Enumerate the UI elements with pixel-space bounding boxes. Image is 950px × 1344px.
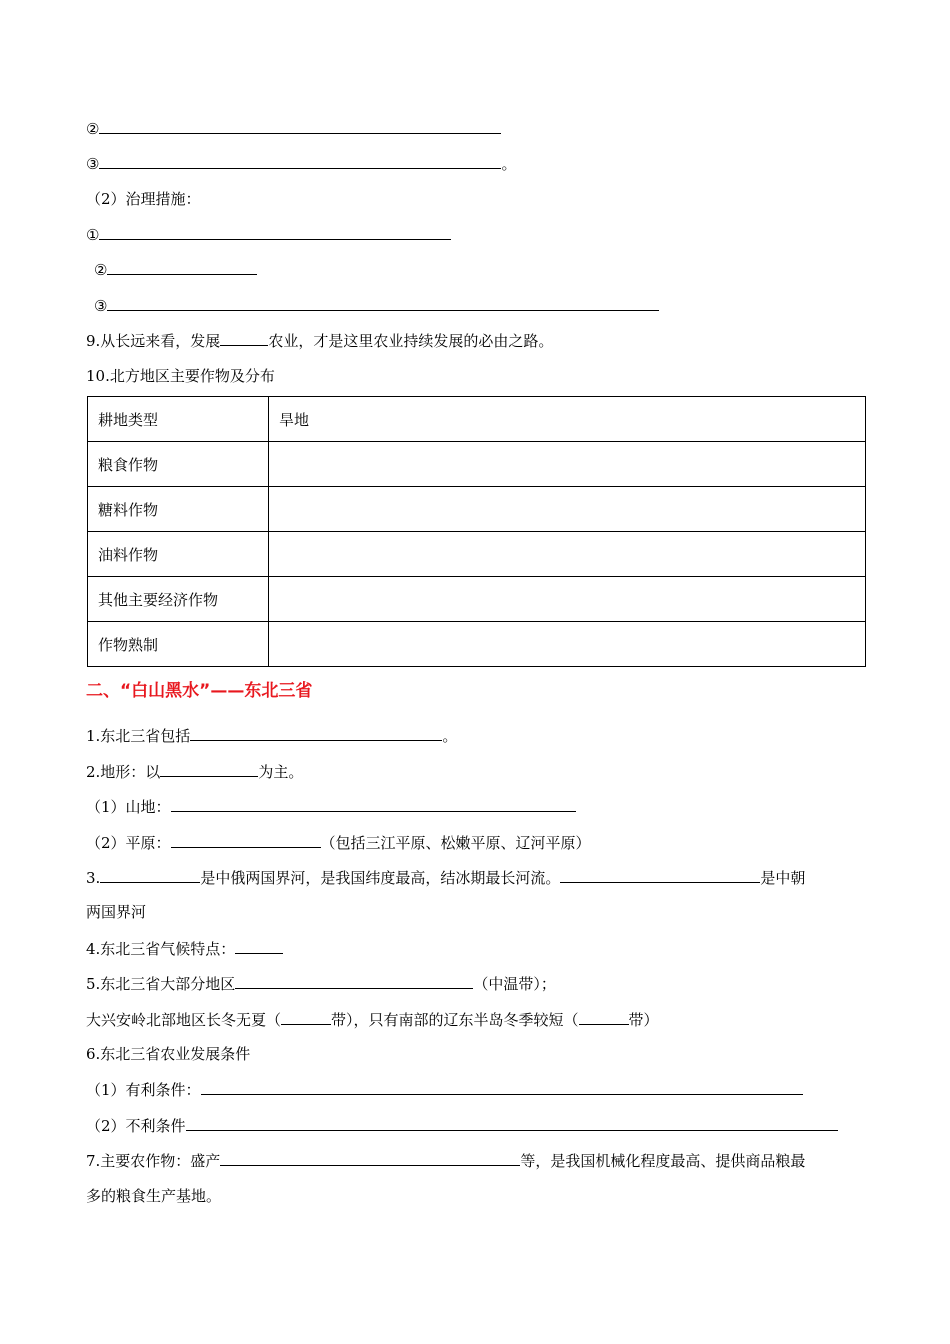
fill-blank[interactable] (281, 1009, 331, 1025)
fill-blank[interactable] (99, 118, 501, 134)
s2-question-3-cont: 两国界河 (86, 903, 147, 921)
crop-table-body (88, 397, 866, 667)
q2-2-text-b: （包括三江平原、松嫩平原、辽河平原） (320, 834, 591, 852)
table-cell-value[interactable] (269, 487, 866, 532)
q9-text-b: 农业，才是这里农业持续发展的必由之路。 (268, 332, 554, 350)
crop-distribution-table (87, 396, 866, 667)
q3-text-a: 3. (86, 869, 101, 887)
s2-question-7-cont: 多的粮食生产基地。 (86, 1187, 222, 1205)
fill-blank[interactable] (160, 761, 258, 777)
q5-text-b: （中温带）； (473, 975, 556, 993)
measures-label: （2）治理措施： (86, 190, 201, 208)
table-cell-value[interactable]: 旱地 (269, 397, 866, 442)
q7-text-a: 7.主要农作物：盛产 (86, 1152, 221, 1170)
table-row (88, 532, 866, 577)
s2-question-6-1 (86, 1079, 803, 1100)
q2-text-a: 2.地形：以 (86, 763, 161, 781)
fill-blank[interactable] (107, 259, 257, 275)
q3-text-b: 是中俄两国界河，是我国纬度最高，结冰期最长河流。 (200, 869, 561, 887)
fill-blank[interactable] (171, 832, 321, 848)
q5c-text-c: 带） (628, 1011, 659, 1029)
s2-question-6: 6.东北三省农业发展条件 (86, 1045, 251, 1063)
s2-question-2 (86, 761, 303, 782)
table-cell-label: 耕地类型 (88, 397, 269, 442)
q7-text-b: 等，是我国机械化程度最高、提供商品粮最 (520, 1152, 806, 1170)
fill-blank[interactable] (107, 295, 659, 311)
table-cell-label: 粮食作物 (88, 442, 269, 487)
fill-blank[interactable] (235, 973, 473, 989)
q6-2-text: （2）不利条件 (86, 1117, 186, 1135)
s2-question-5 (86, 973, 556, 994)
q9-text-a: 9.从长远来看，发展 (86, 332, 221, 350)
fill-blank[interactable] (190, 725, 442, 741)
s2-question-7 (86, 1150, 805, 1171)
table-cell-label: 作物熟制 (88, 622, 269, 667)
s2-question-2-2 (86, 832, 591, 853)
table-cell-value[interactable] (269, 442, 866, 487)
punctuation: 。 (442, 727, 458, 745)
fill-blank[interactable] (171, 796, 576, 812)
measure-line-2 (94, 259, 257, 280)
fill-blank[interactable] (235, 938, 283, 954)
q2-1-text: （1）山地： (86, 798, 171, 816)
s2-question-4 (86, 938, 283, 959)
table-cell-value[interactable] (269, 577, 866, 622)
q2-text-b: 为主。 (258, 763, 304, 781)
measure-line-3 (94, 295, 659, 316)
section-heading: 二、“白山黑水”——东北三省 (86, 681, 313, 701)
table-row (88, 487, 866, 532)
fill-blank[interactable] (579, 1009, 629, 1025)
fill-blank[interactable] (100, 867, 200, 883)
fill-blank[interactable] (220, 330, 268, 346)
q5c-text-a: 大兴安岭北部地区长冬无夏（ (86, 1011, 282, 1029)
measure-line-1 (86, 224, 451, 245)
table-cell-value[interactable] (269, 622, 866, 667)
s2-question-1 (86, 725, 457, 746)
fill-blank[interactable] (99, 224, 451, 240)
q3-text-c: 是中朝 (760, 869, 806, 887)
punctuation: 。 (501, 155, 517, 173)
circled-number: ② (86, 120, 100, 138)
fill-blank[interactable] (99, 153, 501, 169)
s2-question-3 (86, 867, 805, 888)
fill-blank[interactable] (220, 1150, 520, 1166)
circled-number: ③ (86, 155, 100, 173)
circled-number: ③ (94, 297, 108, 315)
q6-1-text: （1）有利条件： (86, 1081, 201, 1099)
q5c-text-b: 带），只有南部的辽东半岛冬季较短（ (331, 1011, 579, 1029)
table-row (88, 622, 866, 667)
circled-number: ① (86, 226, 100, 244)
table-cell-value[interactable] (269, 532, 866, 577)
fill-blank[interactable] (560, 867, 760, 883)
table-row (88, 397, 866, 442)
question-9 (86, 330, 553, 351)
table-cell-label: 糖料作物 (88, 487, 269, 532)
answer-line-2 (86, 118, 501, 139)
answer-line-3 (86, 153, 516, 174)
table-row (88, 577, 866, 622)
question-10: 10.北方地区主要作物及分布 (86, 367, 275, 385)
q5-text-a: 5.东北三省大部分地区 (86, 975, 236, 993)
s2-question-6-2 (86, 1115, 838, 1136)
table-cell-label: 其他主要经济作物 (88, 577, 269, 622)
q1-text: 1.东北三省包括 (86, 727, 191, 745)
q2-2-text-a: （2）平原： (86, 834, 171, 852)
circled-number: ② (94, 261, 108, 279)
table-row (88, 442, 866, 487)
s2-question-5-cont (86, 1009, 659, 1030)
q4-text: 4.东北三省气候特点： (86, 940, 236, 958)
fill-blank[interactable] (201, 1079, 803, 1095)
fill-blank[interactable] (186, 1115, 838, 1131)
table-cell-label: 油料作物 (88, 532, 269, 577)
s2-question-2-1 (86, 796, 576, 817)
